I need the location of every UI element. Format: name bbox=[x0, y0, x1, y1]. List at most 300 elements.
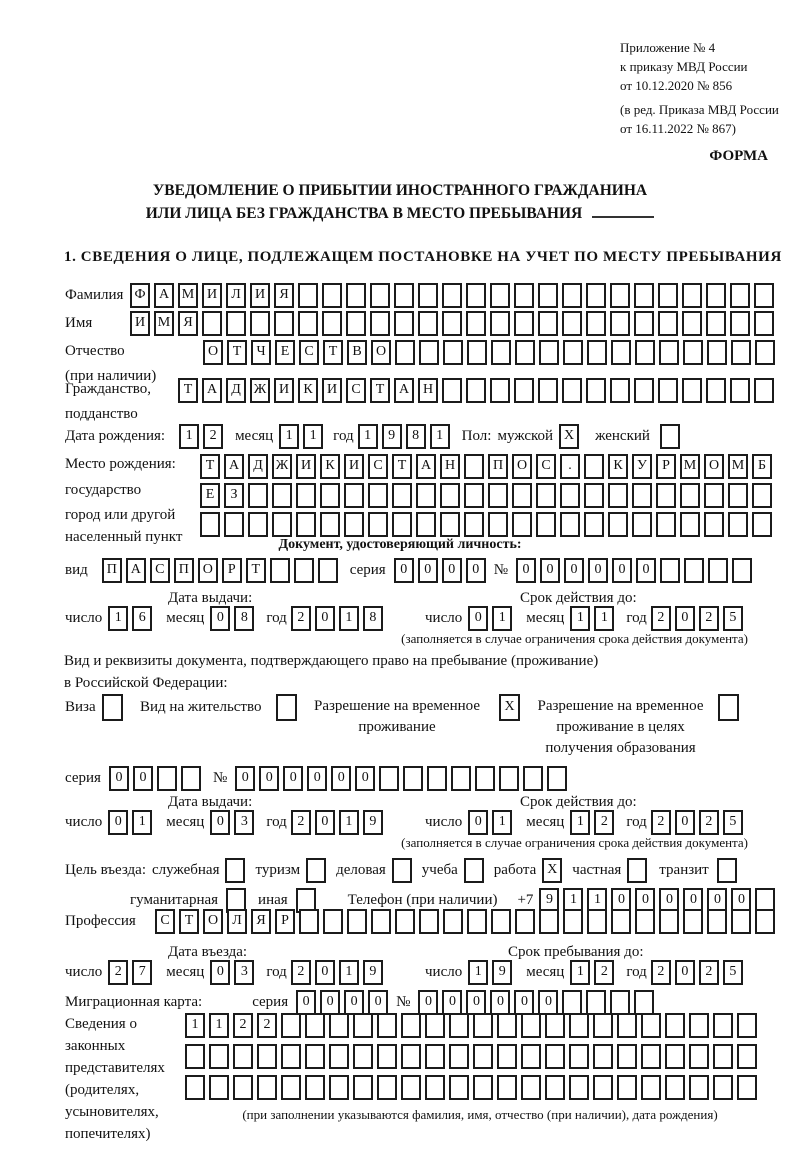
char-box[interactable]: А bbox=[126, 558, 146, 583]
char-box[interactable] bbox=[419, 340, 439, 365]
char-box[interactable]: Т bbox=[179, 909, 199, 934]
char-box[interactable] bbox=[416, 512, 436, 537]
char-box[interactable] bbox=[298, 283, 318, 308]
char-box[interactable]: Я bbox=[178, 311, 198, 336]
char-box[interactable] bbox=[539, 340, 559, 365]
char-box[interactable]: И bbox=[250, 283, 270, 308]
char-box[interactable] bbox=[755, 340, 775, 365]
char-box[interactable] bbox=[641, 1044, 661, 1069]
char-box[interactable] bbox=[440, 483, 460, 508]
char-box[interactable] bbox=[392, 483, 412, 508]
char-box[interactable]: 0 bbox=[259, 766, 279, 791]
char-box[interactable] bbox=[617, 1013, 637, 1038]
char-box[interactable]: А bbox=[154, 283, 174, 308]
char-box[interactable]: 0 bbox=[468, 606, 488, 631]
char-box[interactable] bbox=[680, 512, 700, 537]
char-box[interactable]: 1 bbox=[570, 606, 590, 631]
char-box[interactable] bbox=[442, 378, 462, 403]
char-box[interactable]: 0 bbox=[320, 990, 340, 1015]
char-box[interactable]: 2 bbox=[108, 960, 128, 985]
char-box[interactable] bbox=[538, 283, 558, 308]
char-box[interactable]: 2 bbox=[651, 960, 671, 985]
char-box[interactable]: 5 bbox=[723, 960, 743, 985]
char-box[interactable] bbox=[401, 1013, 421, 1038]
char-box[interactable]: Е bbox=[275, 340, 295, 365]
char-box[interactable] bbox=[515, 909, 535, 934]
doc-issue-month-boxes[interactable] bbox=[210, 606, 258, 631]
char-box[interactable]: 0 bbox=[331, 766, 351, 791]
char-box[interactable]: 7 bbox=[132, 960, 152, 985]
char-box[interactable] bbox=[704, 483, 724, 508]
char-box[interactable]: 9 bbox=[363, 960, 383, 985]
char-box[interactable] bbox=[707, 340, 727, 365]
char-box[interactable]: И bbox=[274, 378, 294, 403]
char-box[interactable] bbox=[392, 858, 412, 883]
char-box[interactable] bbox=[305, 1044, 325, 1069]
char-box[interactable] bbox=[185, 1075, 205, 1100]
char-box[interactable] bbox=[737, 1075, 757, 1100]
doc-valid-year-boxes[interactable] bbox=[651, 606, 747, 631]
representatives-boxes-row1[interactable] bbox=[185, 1013, 761, 1038]
char-box[interactable] bbox=[305, 1013, 325, 1038]
migration-number-boxes[interactable] bbox=[418, 990, 658, 1015]
char-box[interactable]: Т bbox=[370, 378, 390, 403]
char-box[interactable] bbox=[512, 483, 532, 508]
char-box[interactable] bbox=[515, 340, 535, 365]
char-box[interactable]: 1 bbox=[492, 606, 512, 631]
representatives-boxes-row2[interactable] bbox=[185, 1044, 761, 1069]
permit-issue-day-boxes[interactable] bbox=[108, 810, 156, 835]
char-box[interactable] bbox=[634, 378, 654, 403]
doc-valid-month-boxes[interactable] bbox=[570, 606, 618, 631]
char-box[interactable]: А bbox=[416, 454, 436, 479]
char-box[interactable] bbox=[425, 1013, 445, 1038]
char-box[interactable] bbox=[514, 283, 534, 308]
char-box[interactable]: 8 bbox=[234, 606, 254, 631]
char-box[interactable] bbox=[370, 283, 390, 308]
char-box[interactable]: 0 bbox=[611, 888, 631, 913]
char-box[interactable] bbox=[665, 1013, 685, 1038]
birth-day-boxes[interactable] bbox=[179, 424, 227, 449]
char-box[interactable]: 1 bbox=[570, 960, 590, 985]
char-box[interactable] bbox=[464, 483, 484, 508]
char-box[interactable] bbox=[706, 378, 726, 403]
citizenship-boxes[interactable] bbox=[178, 378, 778, 403]
char-box[interactable]: 0 bbox=[355, 766, 375, 791]
char-box[interactable] bbox=[539, 909, 559, 934]
char-box[interactable]: 1 bbox=[430, 424, 450, 449]
char-box[interactable] bbox=[563, 909, 583, 934]
char-box[interactable]: 1 bbox=[108, 606, 128, 631]
char-box[interactable] bbox=[329, 1013, 349, 1038]
char-box[interactable] bbox=[344, 483, 364, 508]
char-box[interactable]: 0 bbox=[315, 606, 335, 631]
char-box[interactable]: 0 bbox=[635, 888, 655, 913]
char-box[interactable]: М bbox=[680, 454, 700, 479]
char-box[interactable]: 0 bbox=[707, 888, 727, 913]
char-box[interactable] bbox=[202, 311, 222, 336]
char-box[interactable]: И bbox=[322, 378, 342, 403]
char-box[interactable] bbox=[305, 1075, 325, 1100]
char-box[interactable]: 0 bbox=[540, 558, 560, 583]
char-box[interactable] bbox=[377, 1075, 397, 1100]
char-box[interactable]: Я bbox=[251, 909, 271, 934]
char-box[interactable] bbox=[731, 909, 751, 934]
char-box[interactable] bbox=[708, 558, 728, 583]
char-box[interactable]: 1 bbox=[185, 1013, 205, 1038]
char-box[interactable]: 0 bbox=[612, 558, 632, 583]
char-box[interactable] bbox=[248, 483, 268, 508]
char-box[interactable] bbox=[584, 512, 604, 537]
char-box[interactable]: 2 bbox=[291, 960, 311, 985]
char-box[interactable] bbox=[656, 483, 676, 508]
char-box[interactable]: 1 bbox=[339, 960, 359, 985]
char-box[interactable] bbox=[401, 1044, 421, 1069]
char-box[interactable]: 0 bbox=[659, 888, 679, 913]
char-box[interactable]: 1 bbox=[587, 888, 607, 913]
char-box[interactable]: Т bbox=[178, 378, 198, 403]
char-box[interactable] bbox=[754, 378, 774, 403]
char-box[interactable]: 0 bbox=[315, 960, 335, 985]
char-box[interactable] bbox=[641, 1013, 661, 1038]
char-box[interactable] bbox=[586, 378, 606, 403]
char-box[interactable]: Р bbox=[275, 909, 295, 934]
char-box[interactable]: 2 bbox=[699, 810, 719, 835]
char-box[interactable] bbox=[209, 1044, 229, 1069]
char-box[interactable] bbox=[272, 512, 292, 537]
char-box[interactable] bbox=[704, 512, 724, 537]
char-box[interactable] bbox=[593, 1075, 613, 1100]
char-box[interactable] bbox=[418, 283, 438, 308]
char-box[interactable]: 0 bbox=[210, 606, 230, 631]
name-boxes[interactable] bbox=[130, 311, 778, 336]
char-box[interactable] bbox=[593, 1044, 613, 1069]
char-box[interactable] bbox=[610, 283, 630, 308]
char-box[interactable]: Л bbox=[226, 283, 246, 308]
char-box[interactable] bbox=[475, 766, 495, 791]
doc-kind-boxes[interactable] bbox=[102, 558, 342, 583]
char-box[interactable]: И bbox=[202, 283, 222, 308]
char-box[interactable] bbox=[401, 1075, 421, 1100]
char-box[interactable] bbox=[521, 1075, 541, 1100]
char-box[interactable] bbox=[377, 1044, 397, 1069]
char-box[interactable]: 2 bbox=[203, 424, 223, 449]
doc-issue-year-boxes[interactable] bbox=[291, 606, 387, 631]
char-box[interactable]: К bbox=[298, 378, 318, 403]
permit-issue-year-boxes[interactable] bbox=[291, 810, 387, 835]
char-box[interactable]: 0 bbox=[675, 606, 695, 631]
char-box[interactable] bbox=[754, 283, 774, 308]
char-box[interactable] bbox=[442, 283, 462, 308]
char-box[interactable] bbox=[418, 311, 438, 336]
char-box[interactable]: 0 bbox=[564, 558, 584, 583]
char-box[interactable]: 2 bbox=[594, 810, 614, 835]
char-box[interactable] bbox=[632, 483, 652, 508]
char-box[interactable] bbox=[514, 311, 534, 336]
char-box[interactable]: 0 bbox=[466, 990, 486, 1015]
char-box[interactable]: 1 bbox=[563, 888, 583, 913]
char-box[interactable] bbox=[586, 311, 606, 336]
char-box[interactable] bbox=[491, 340, 511, 365]
char-box[interactable]: Р bbox=[656, 454, 676, 479]
permit-valid-month-boxes[interactable] bbox=[570, 810, 618, 835]
char-box[interactable]: X bbox=[499, 694, 520, 721]
char-box[interactable]: Е bbox=[200, 483, 220, 508]
char-box[interactable]: Т bbox=[200, 454, 220, 479]
char-box[interactable] bbox=[344, 512, 364, 537]
char-box[interactable]: 3 bbox=[234, 810, 254, 835]
char-box[interactable] bbox=[225, 858, 245, 883]
char-box[interactable] bbox=[562, 311, 582, 336]
char-box[interactable] bbox=[464, 858, 484, 883]
char-box[interactable] bbox=[281, 1013, 301, 1038]
char-box[interactable] bbox=[490, 311, 510, 336]
char-box[interactable] bbox=[586, 990, 606, 1015]
char-box[interactable] bbox=[683, 909, 703, 934]
char-box[interactable]: 0 bbox=[210, 810, 230, 835]
char-box[interactable] bbox=[658, 378, 678, 403]
char-box[interactable] bbox=[752, 512, 772, 537]
char-box[interactable]: П bbox=[174, 558, 194, 583]
char-box[interactable] bbox=[689, 1075, 709, 1100]
migration-series-boxes[interactable] bbox=[296, 990, 392, 1015]
char-box[interactable]: 2 bbox=[594, 960, 614, 985]
char-box[interactable] bbox=[586, 283, 606, 308]
char-box[interactable]: М bbox=[728, 454, 748, 479]
permit-issue-month-boxes[interactable] bbox=[210, 810, 258, 835]
char-box[interactable] bbox=[656, 512, 676, 537]
char-box[interactable]: 2 bbox=[699, 960, 719, 985]
char-box[interactable]: 2 bbox=[651, 810, 671, 835]
char-box[interactable] bbox=[440, 512, 460, 537]
char-box[interactable]: М bbox=[154, 311, 174, 336]
char-box[interactable] bbox=[658, 283, 678, 308]
entry-day-boxes[interactable] bbox=[108, 960, 156, 985]
char-box[interactable] bbox=[368, 512, 388, 537]
char-box[interactable]: М bbox=[178, 283, 198, 308]
char-box[interactable] bbox=[545, 1075, 565, 1100]
char-box[interactable] bbox=[547, 766, 567, 791]
char-box[interactable] bbox=[562, 378, 582, 403]
char-box[interactable] bbox=[248, 512, 268, 537]
char-box[interactable]: С bbox=[536, 454, 556, 479]
char-box[interactable] bbox=[713, 1013, 733, 1038]
char-box[interactable]: Ж bbox=[272, 454, 292, 479]
char-box[interactable]: 1 bbox=[570, 810, 590, 835]
char-box[interactable] bbox=[419, 909, 439, 934]
char-box[interactable]: 0 bbox=[516, 558, 536, 583]
char-box[interactable] bbox=[250, 311, 270, 336]
visa-checkbox[interactable] bbox=[102, 694, 127, 721]
char-box[interactable] bbox=[473, 1044, 493, 1069]
char-box[interactable]: И bbox=[296, 454, 316, 479]
char-box[interactable] bbox=[226, 311, 246, 336]
char-box[interactable]: Д bbox=[226, 378, 246, 403]
char-box[interactable] bbox=[536, 512, 556, 537]
char-box[interactable]: К bbox=[608, 454, 628, 479]
char-box[interactable] bbox=[377, 1013, 397, 1038]
char-box[interactable] bbox=[353, 1013, 373, 1038]
patronymic-boxes[interactable] bbox=[203, 340, 779, 365]
char-box[interactable] bbox=[512, 512, 532, 537]
char-box[interactable]: П bbox=[102, 558, 122, 583]
char-box[interactable]: С bbox=[299, 340, 319, 365]
char-box[interactable]: 0 bbox=[283, 766, 303, 791]
char-box[interactable]: Я bbox=[274, 283, 294, 308]
char-box[interactable] bbox=[346, 283, 366, 308]
char-box[interactable] bbox=[370, 311, 390, 336]
char-box[interactable]: О bbox=[704, 454, 724, 479]
char-box[interactable]: 1 bbox=[303, 424, 323, 449]
char-box[interactable] bbox=[634, 990, 654, 1015]
char-box[interactable]: Л bbox=[227, 909, 247, 934]
char-box[interactable]: Н bbox=[440, 454, 460, 479]
doc-valid-day-boxes[interactable] bbox=[468, 606, 516, 631]
char-box[interactable] bbox=[329, 1075, 349, 1100]
char-box[interactable] bbox=[497, 1013, 517, 1038]
char-box[interactable] bbox=[587, 909, 607, 934]
char-box[interactable]: 1 bbox=[179, 424, 199, 449]
char-box[interactable]: 0 bbox=[235, 766, 255, 791]
char-box[interactable] bbox=[467, 909, 487, 934]
char-box[interactable] bbox=[617, 1044, 637, 1069]
char-box[interactable]: 9 bbox=[363, 810, 383, 835]
char-box[interactable] bbox=[665, 1075, 685, 1100]
permit-valid-year-boxes[interactable] bbox=[651, 810, 747, 835]
char-box[interactable] bbox=[563, 340, 583, 365]
char-box[interactable] bbox=[449, 1013, 469, 1038]
char-box[interactable]: Р bbox=[222, 558, 242, 583]
char-box[interactable]: 0 bbox=[514, 990, 534, 1015]
temp-residence-education-checkbox[interactable] bbox=[718, 694, 743, 721]
char-box[interactable]: 0 bbox=[538, 990, 558, 1015]
char-box[interactable]: 0 bbox=[344, 990, 364, 1015]
char-box[interactable] bbox=[394, 311, 414, 336]
char-box[interactable] bbox=[514, 378, 534, 403]
stay-month-boxes[interactable] bbox=[570, 960, 618, 985]
char-box[interactable] bbox=[635, 909, 655, 934]
char-box[interactable] bbox=[425, 1075, 445, 1100]
permit-number-boxes[interactable] bbox=[235, 766, 571, 791]
char-box[interactable] bbox=[490, 283, 510, 308]
char-box[interactable]: X bbox=[542, 858, 562, 883]
char-box[interactable] bbox=[728, 483, 748, 508]
char-box[interactable] bbox=[610, 990, 630, 1015]
purpose-study-checkbox[interactable] bbox=[464, 858, 488, 883]
char-box[interactable] bbox=[449, 1044, 469, 1069]
char-box[interactable] bbox=[353, 1044, 373, 1069]
char-box[interactable] bbox=[617, 1075, 637, 1100]
char-box[interactable]: 0 bbox=[109, 766, 129, 791]
purpose-private-checkbox[interactable] bbox=[627, 858, 651, 883]
char-box[interactable] bbox=[689, 1013, 709, 1038]
char-box[interactable] bbox=[466, 283, 486, 308]
char-box[interactable]: 0 bbox=[731, 888, 751, 913]
char-box[interactable]: Б bbox=[752, 454, 772, 479]
char-box[interactable]: 2 bbox=[291, 810, 311, 835]
char-box[interactable] bbox=[181, 766, 201, 791]
surname-boxes[interactable] bbox=[130, 283, 778, 308]
char-box[interactable] bbox=[443, 340, 463, 365]
char-box[interactable] bbox=[427, 766, 447, 791]
char-box[interactable] bbox=[346, 311, 366, 336]
permit-series-boxes[interactable] bbox=[109, 766, 205, 791]
char-box[interactable]: 9 bbox=[539, 888, 559, 913]
char-box[interactable] bbox=[627, 858, 647, 883]
char-box[interactable]: 1 bbox=[209, 1013, 229, 1038]
char-box[interactable] bbox=[732, 558, 752, 583]
char-box[interactable] bbox=[718, 694, 739, 721]
char-box[interactable] bbox=[658, 311, 678, 336]
char-box[interactable] bbox=[306, 858, 326, 883]
birth-year-boxes[interactable] bbox=[358, 424, 454, 449]
char-box[interactable] bbox=[464, 454, 484, 479]
char-box[interactable] bbox=[323, 909, 343, 934]
char-box[interactable] bbox=[185, 1044, 205, 1069]
char-box[interactable]: 0 bbox=[675, 810, 695, 835]
char-box[interactable]: О bbox=[512, 454, 532, 479]
char-box[interactable] bbox=[689, 1044, 709, 1069]
char-box[interactable] bbox=[299, 909, 319, 934]
char-box[interactable] bbox=[403, 766, 423, 791]
char-box[interactable] bbox=[593, 1013, 613, 1038]
char-box[interactable] bbox=[488, 512, 508, 537]
char-box[interactable] bbox=[641, 1075, 661, 1100]
char-box[interactable] bbox=[587, 340, 607, 365]
char-box[interactable] bbox=[755, 909, 775, 934]
char-box[interactable] bbox=[752, 483, 772, 508]
char-box[interactable]: 0 bbox=[368, 990, 388, 1015]
char-box[interactable] bbox=[425, 1044, 445, 1069]
char-box[interactable] bbox=[632, 512, 652, 537]
permit-valid-day-boxes[interactable] bbox=[468, 810, 516, 835]
char-box[interactable]: С bbox=[346, 378, 366, 403]
char-box[interactable] bbox=[536, 483, 556, 508]
char-box[interactable]: 2 bbox=[257, 1013, 277, 1038]
char-box[interactable]: 2 bbox=[233, 1013, 253, 1038]
stay-year-boxes[interactable] bbox=[651, 960, 747, 985]
birthplace-boxes-row1[interactable] bbox=[200, 454, 776, 479]
char-box[interactable] bbox=[443, 909, 463, 934]
char-box[interactable]: 3 bbox=[234, 960, 254, 985]
char-box[interactable] bbox=[379, 766, 399, 791]
char-box[interactable] bbox=[353, 1075, 373, 1100]
char-box[interactable] bbox=[233, 1075, 253, 1100]
char-box[interactable]: 0 bbox=[418, 558, 438, 583]
char-box[interactable]: 9 bbox=[382, 424, 402, 449]
char-box[interactable] bbox=[497, 1075, 517, 1100]
char-box[interactable] bbox=[451, 766, 471, 791]
entry-year-boxes[interactable] bbox=[291, 960, 387, 985]
char-box[interactable]: 0 bbox=[108, 810, 128, 835]
char-box[interactable] bbox=[610, 311, 630, 336]
char-box[interactable]: 0 bbox=[466, 558, 486, 583]
char-box[interactable] bbox=[473, 1075, 493, 1100]
char-box[interactable]: Ч bbox=[251, 340, 271, 365]
char-box[interactable] bbox=[488, 483, 508, 508]
char-box[interactable] bbox=[392, 512, 412, 537]
char-box[interactable] bbox=[560, 483, 580, 508]
stay-day-boxes[interactable] bbox=[468, 960, 516, 985]
char-box[interactable] bbox=[395, 909, 415, 934]
char-box[interactable] bbox=[608, 483, 628, 508]
char-box[interactable]: 0 bbox=[210, 960, 230, 985]
char-box[interactable]: 8 bbox=[406, 424, 426, 449]
char-box[interactable]: О bbox=[198, 558, 218, 583]
char-box[interactable] bbox=[347, 909, 367, 934]
char-box[interactable]: 1 bbox=[358, 424, 378, 449]
char-box[interactable]: А bbox=[202, 378, 222, 403]
